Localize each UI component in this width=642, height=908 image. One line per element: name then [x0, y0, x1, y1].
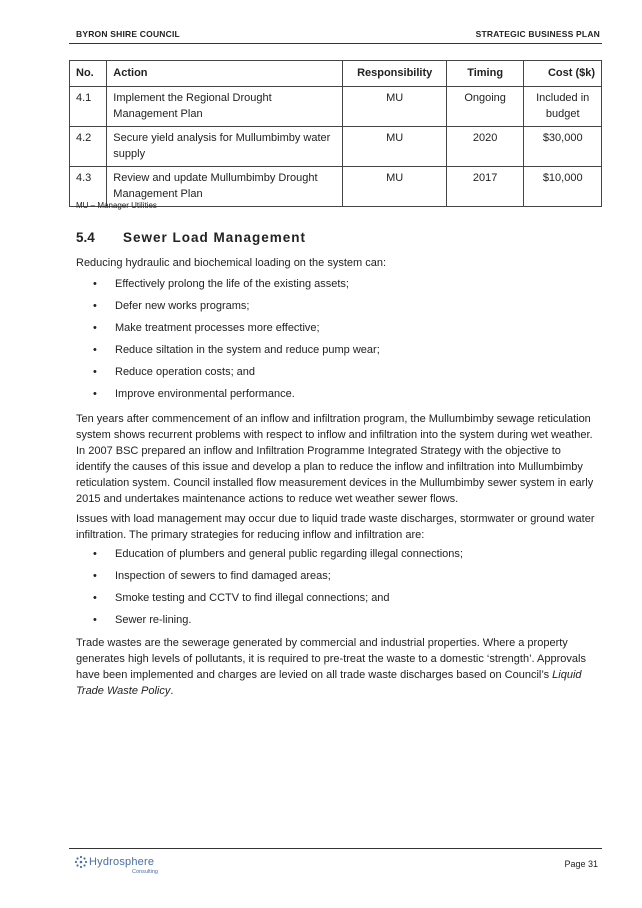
- cell-action: Review and update Mullumbimby Drought Management Plan: [107, 167, 343, 207]
- logo-subtitle: Consulting: [132, 869, 158, 875]
- list-item: [76, 339, 598, 361]
- list-item-text: Improve environmental performance.: [115, 388, 295, 400]
- action-table: [69, 60, 602, 207]
- trade-waste-text: Trade wastes are the sewerage generated by commercial and industrial properties. Where a property generates high levels of pollutants, it is required to pre-treat the waste to a domestic ‘strength’. Approvals have been implemented and charges are levied on all trade waste discharges based on Council’s: [76, 637, 586, 681]
- header-rule: [69, 43, 602, 44]
- cell-action: Implement the Regional Drought Management Plan: [107, 87, 343, 127]
- table-row: [70, 87, 602, 127]
- bullet-icon: •: [93, 366, 97, 378]
- intro-paragraph: Reducing hydraulic and biochemical loading on the system can:: [76, 257, 387, 269]
- col-header-responsibility: Responsibility: [343, 61, 446, 87]
- load-issues-paragraph: Issues with load management may occur due to liquid trade waste discharges, stormwater or ground water infiltration. The primary strategies for reducing inflow and infiltration are:: [76, 513, 595, 541]
- list-item: [76, 361, 598, 383]
- logo-name: Hydrosphere: [89, 856, 155, 868]
- trade-waste-end: .: [170, 685, 174, 697]
- bullet-icon: •: [93, 300, 97, 312]
- strategies-list: [76, 543, 598, 631]
- col-header-timing: Timing: [446, 61, 524, 87]
- header-document-title: STRATEGIC BUSINESS PLAN: [475, 29, 600, 39]
- footer-rule: [69, 848, 602, 849]
- cell-no: 4.1: [70, 87, 107, 127]
- cell-cost: Included in budget: [524, 87, 602, 127]
- inflow-paragraph: Ten years after commencement of an inflow and infiltration program, the Mullumbimby sewage reticulation system shows recurrent problems with respect to inflow and infiltration into the system during wet weather. In 2007 BSC prepared an inflow and Infiltration Programme Integrated Strategy with the objective to identify the causes of this issue and develop a plan to reduce the inflow and infiltration into Mullumbimby reticulation system. Council installed flow measurement devices in the Mullumbimby sewer system in early 2015 and undertakes maintenance actions to reduce wet weather sewer flows.: [76, 413, 594, 505]
- trade-waste-paragraph: [76, 635, 598, 699]
- cell-no: 4.2: [70, 127, 107, 167]
- section-title: Sewer Load Management: [123, 230, 307, 245]
- list-item: [76, 295, 598, 317]
- bullet-icon: •: [93, 570, 97, 582]
- list-item: [76, 543, 598, 565]
- page-number: Page 31: [564, 859, 598, 869]
- col-header-no: No.: [70, 61, 107, 87]
- cell-timing: 2020: [446, 127, 524, 167]
- bullet-icon: •: [93, 548, 97, 560]
- globe-dots-icon: [74, 855, 88, 869]
- bullet-icon: •: [93, 592, 97, 604]
- cell-no: 4.3: [70, 167, 107, 207]
- list-item-text: Smoke testing and CCTV to find illegal connections; and: [115, 592, 390, 604]
- section-heading: [76, 230, 306, 245]
- cell-timing: Ongoing: [446, 87, 524, 127]
- list-item: [76, 587, 598, 609]
- cell-responsibility: MU: [343, 127, 446, 167]
- hydrosphere-logo: [74, 855, 174, 877]
- list-item-text: Inspection of sewers to find damaged areas;: [115, 570, 331, 582]
- list-item-text: Make treatment processes more effective;: [115, 322, 320, 334]
- list-item-text: Education of plumbers and general public regarding illegal connections;: [115, 548, 463, 560]
- cell-timing: 2017: [446, 167, 524, 207]
- bullet-icon: •: [93, 278, 97, 290]
- list-item-text: Defer new works programs;: [115, 300, 250, 312]
- table-footnote: MU – Manager Utilities: [76, 201, 157, 210]
- list-item: [76, 317, 598, 339]
- header-organisation: BYRON SHIRE COUNCIL: [76, 29, 180, 39]
- list-item-text: Reduce operation costs; and: [115, 366, 256, 378]
- bullet-icon: •: [93, 344, 97, 356]
- list-item-text: Reduce siltation in the system and reduce pump wear;: [115, 344, 380, 356]
- list-item: [76, 565, 598, 587]
- col-header-cost: Cost ($k): [524, 61, 602, 87]
- cell-cost: $30,000: [524, 127, 602, 167]
- bullet-icon: •: [93, 614, 97, 626]
- list-item: [76, 273, 598, 295]
- cell-responsibility: MU: [343, 87, 446, 127]
- cell-cost: $10,000: [524, 167, 602, 207]
- table-header-row: [70, 61, 602, 87]
- benefits-list: [76, 273, 598, 405]
- list-item-text: Sewer re-lining.: [115, 614, 192, 626]
- col-header-action: Action: [107, 61, 343, 87]
- section-number: 5.4: [76, 230, 95, 245]
- table-row: [70, 127, 602, 167]
- bullet-icon: •: [93, 388, 97, 400]
- list-item: [76, 383, 598, 405]
- list-item-text: Effectively prolong the life of the existing assets;: [115, 278, 349, 290]
- list-item: [76, 609, 598, 631]
- policy-title: Liquid Trade Waste Policy: [76, 669, 582, 697]
- cell-action: Secure yield analysis for Mullumbimby water supply: [107, 127, 343, 167]
- bullet-icon: •: [93, 322, 97, 334]
- cell-responsibility: MU: [343, 167, 446, 207]
